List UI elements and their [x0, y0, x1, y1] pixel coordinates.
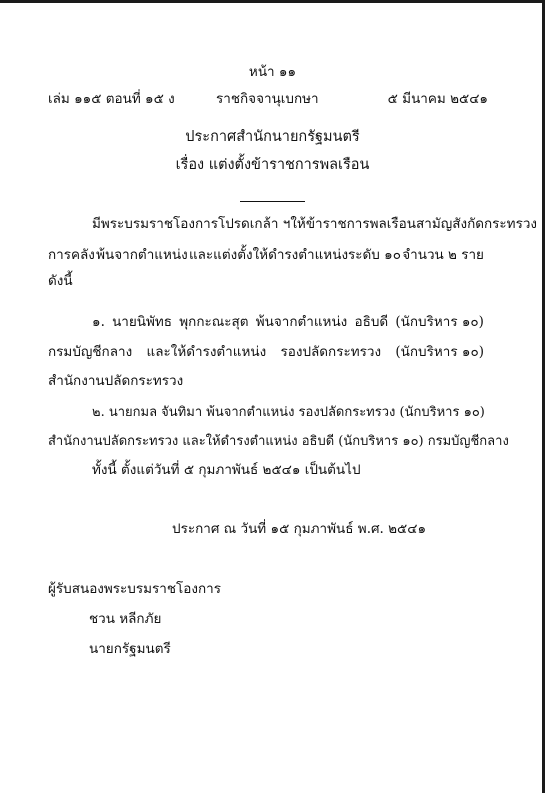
intro-line-3: ดังนี้: [48, 273, 73, 289]
scan-edge-top: [0, 0, 545, 3]
countersign-label: ผู้รับสนองพระบรมราชโองการ: [48, 581, 221, 597]
announcement-title: ประกาศสำนักนายกรัฐมนตรี: [185, 129, 360, 145]
intro-word: สังกัดกระทรวง: [452, 216, 538, 232]
intro-word: จำนวน ๒ ราย: [402, 247, 484, 263]
item1-word: (นักบริหาร ๑๐): [395, 344, 484, 360]
item1-word: กรมบัญชีกลาง: [48, 344, 133, 360]
intro-line-2: [48, 246, 484, 264]
announcement-date: ประกาศ ณ วันที่ ๑๕ กุมภาพันธ์ พ.ศ. ๒๕๔๑: [172, 521, 427, 537]
item1-word: และให้ดำรงตำแหน่ง: [146, 344, 267, 360]
intro-word: และแต่งตั้งให้ดำรงตำแหน่งระดับ ๑๐: [188, 247, 401, 263]
gazette-name: ราชกิจจานุเบกษา: [216, 91, 319, 107]
item1-line-1: [92, 313, 484, 331]
item1-word: (นักบริหาร ๑๐): [395, 314, 484, 330]
intro-line-1: [92, 215, 538, 233]
item2-line-2: สำนักงานปลัดกระทรวง และให้ดำรงตำแหน่ง อธิบดี (นักบริหาร ๑๐) กรมบัญชีกลาง: [48, 434, 509, 449]
item1-word: พ้นจากตำแหน่ง: [255, 314, 348, 330]
intro-word: การคลัง: [48, 247, 95, 263]
intro-word: ให้ข้าราชการพลเรือนสามัญ: [290, 216, 453, 232]
item1-word: อธิบดี: [354, 314, 389, 330]
intro-word: มีพระบรมราชโองการโปรดเกล้า ฯ: [92, 216, 291, 232]
effective-date: ทั้งนี้ ตั้งแต่วันที่ ๕ กุมภาพันธ์ ๒๕๔๑ เป็นต้นไป: [92, 462, 361, 478]
page-number: หน้า ๑๑: [248, 64, 297, 80]
countersign-name: ชวน หลีกภัย: [89, 611, 162, 627]
item2-line-1: ๒. นายกมล จันทิมา พ้นจากตำแหน่ง รองปลัดกระทรวง (นักบริหาร ๑๐): [92, 405, 485, 420]
countersign-position: นายกรัฐมนตรี: [89, 641, 171, 657]
title-divider: [240, 201, 305, 202]
intro-word: พ้นจากตำแหน่ง: [96, 247, 188, 263]
announcement-subject: เรื่อง แต่งตั้งข้าราชการพลเรือน: [175, 157, 370, 173]
item1-word: นายนิพัทธ: [112, 314, 173, 330]
item1-line-2: [48, 343, 484, 361]
item1-word: ๑.: [92, 314, 105, 330]
item1-line-3: สำนักงานปลัดกระทรวง: [48, 373, 184, 389]
gazette-date: ๕ มีนาคม ๒๕๔๑: [387, 91, 488, 107]
gazette-header: [48, 90, 488, 108]
item1-word: พุกกะณะสุต: [179, 314, 249, 330]
volume-issue: เล่ม ๑๑๕ ตอนที่ ๑๕ ง: [48, 91, 175, 107]
item1-word: รองปลัดกระทรวง: [280, 344, 382, 360]
